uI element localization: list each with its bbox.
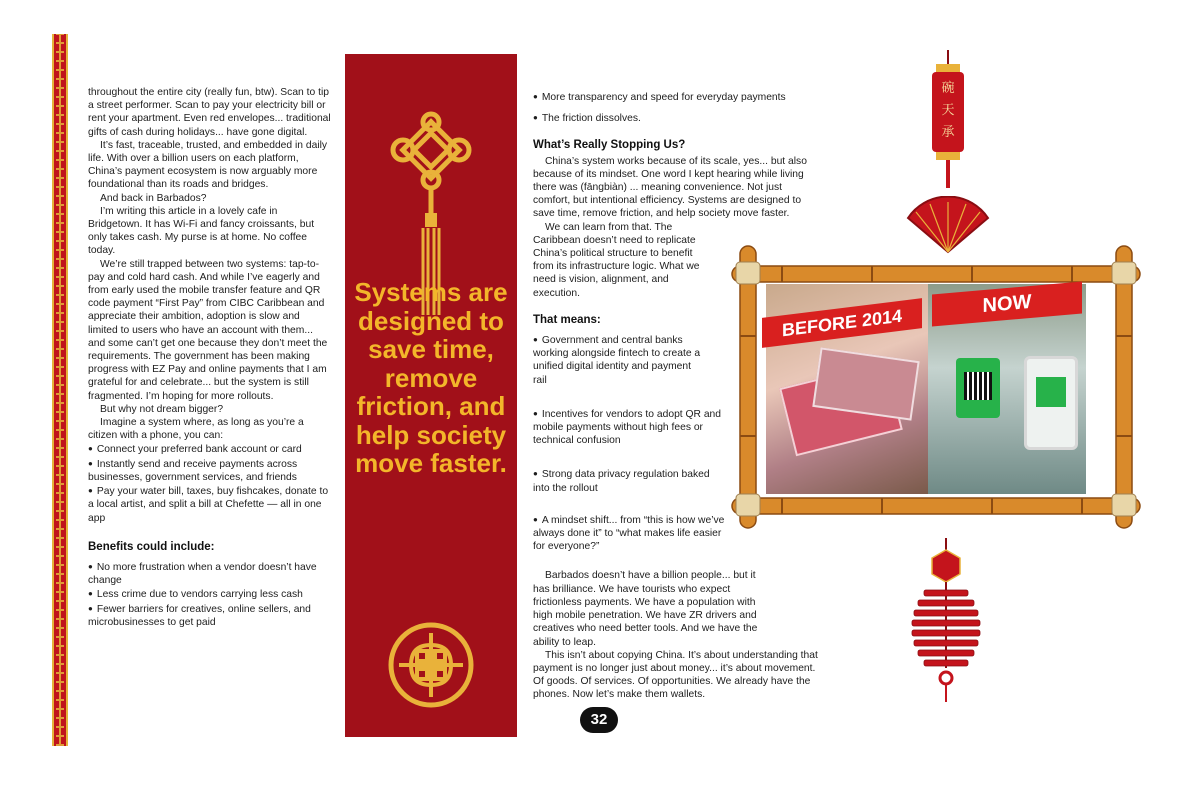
paragraph: And back in Barbados? [100,192,207,204]
list-item: ● Strong data privacy regulation baked into the rollout [533,467,723,494]
page-number: 32 [580,707,618,733]
paragraph: But why not dream bigger? [100,403,224,415]
chinese-medallion-icon [387,621,475,709]
paragraph: We’re still trapped between two systems: tap-to-pay and cold hard cash. And while I’ve eagerly and from early used the mobile transfer feature and QR code payment “First Pay” from CIBC Caribbean and appreciate their ambition, adoption is slow and limited to users who have an account with them... and some can’t get one because they don’t meet the requirements. The government has been making progress with EZ Pay and online payments that I am grateful for and celebrate... but the system is still fragmented. I’m hoping for more rollouts. [88,258,328,402]
list-item: ● Pay your water bill, taxes, buy fishcakes, donate to a local artist, and split a bill at Chefette — all in one app [88,484,332,525]
list-item: ● A mindset shift... from “this is how we’ve always done it” to “what makes life easier for everyone?” [533,513,733,554]
firecrackers-icon [908,538,984,704]
paragraph: We can learn from that. The Caribbean doesn’t need to replicate China’s political structure to benefit from its infrastructure logic. What we need is vision, alignment, and execution. [533,221,700,299]
list-item: ● Incentives for vendors to adopt QR and mobile payments without high fees or technical confusion [533,407,723,448]
lantern-character: 承 [941,125,955,140]
left-article-column [88,86,332,629]
before-now-photo-frame [722,236,1150,536]
list-item: ● More transparency and speed for everyday payments [533,90,823,104]
list-item: ● Connect your preferred bank account or card [88,442,332,456]
paragraph: Imagine a system where, as long as you’re a citizen with a phone, you can: [88,417,304,442]
section-heading: What’s Really Stopping Us? [533,139,686,152]
paragraph: throughout the entire city (really fun, btw). Scan to tip a street performer. Scan to pay your electricity bill or rent your apartment. Even red envelopes... traditional gifts of cash during holidays... have gone digital. [88,87,331,138]
qr-sign-image [956,358,1000,418]
pull-quote-banner [345,54,517,737]
lantern-character: 碗 [941,81,955,96]
qr-code-icon [964,372,992,400]
paragraph: China’s system works because of its scale, yes... but also because of its mindset. One word I kept hearing while living there was (fāngbiàn) ... meaning convenience. Not just comfort, but intentional efficiency. Systems are designed to save time, remove friction, and help society move faster. [533,155,807,220]
list-item: ● The friction dissolves. [533,111,823,125]
lantern-icon [926,50,970,190]
benefits-heading: Benefits could include: [88,540,215,553]
qr-code-icon [1036,377,1066,407]
list-item: ● Instantly send and receive payments across businesses, government services, and friends [88,457,332,484]
list-item: ● Less crime due to vendors carrying less cash [88,587,332,601]
paragraph: I’m writing this article in a lovely cafe in Bridgetown. It has Wi-Fi and fancy croissants, but only takes cash. My purse is at home. No coffee today. [88,205,315,257]
list-item: ● Fewer barriers for creatives, online sellers, and microbusinesses to get paid [88,602,332,629]
lantern-character: 天 [941,103,955,118]
paragraph: This isn’t about copying China. It’s about understanding that payment is no longer just about money... it’s about movement. Of goods. Of services. Of opportunities. We already have the phones. Now let’s make them wallets. [533,649,818,701]
now-label: NOW [932,281,1082,326]
section-heading: That means: [533,313,601,326]
paragraph: Barbados doesn’t have a billion people... but it has brilliance. We have tourists who expect frictionless payments. We have a population with high mobile penetration. We have ZR drivers and creatives who need better tools. And we have the ability to leap. [533,570,758,648]
phone-image [1024,356,1078,450]
list-item: ● No more frustration when a vendor doesn’t have change [88,560,332,587]
decorative-border-strip [52,34,68,746]
paragraph: It’s fast, traceable, trusted, and embedded in daily life. With over a billion users on each platform, China’s payment ecosystem is now arguably more foundational than its roads and bridges. [88,139,328,191]
pull-quote-text: Systems are designed to save time, remove friction, and help society move faster. [354,277,508,478]
before-label: BEFORE 2014 [762,298,922,348]
list-item: ● Government and central banks working alongside fintech to create a unified digital identity and payment rail [533,333,705,387]
